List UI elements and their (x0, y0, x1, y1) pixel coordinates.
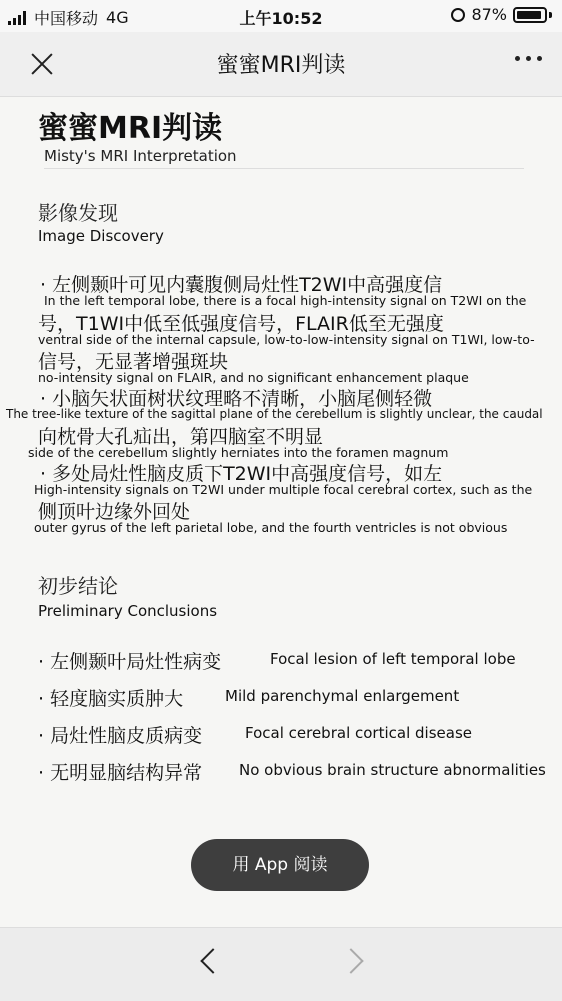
finding-line-en: ventral side of the internal capsule, low-to-low-intensity signal on T1WI, low-to- (38, 332, 535, 347)
findings-heading-zh: 影像发现 (38, 201, 118, 225)
more-icon[interactable] (515, 56, 542, 61)
finding-line-en: outer gyrus of the left parietal lobe, and the fourth ventricles is not obvious (34, 520, 508, 535)
conclusion-item-zh: · 无明显脑结构异常 (38, 762, 203, 784)
status-time: 上午10:52 (239, 9, 323, 28)
finding-line-zh: · 小脑矢状面树状纹理略不清晰，小脑尾侧轻微 (40, 388, 433, 410)
conclusion-item-en: Focal cerebral cortical disease (245, 724, 472, 742)
conclusion-item-en: Focal lesion of left temporal lobe (270, 650, 516, 668)
status-right (451, 5, 552, 24)
battery-cap (549, 12, 552, 18)
bottom-toolbar (0, 927, 562, 1001)
finding-line-en: In the left temporal lobe, there is a focal high-intensity signal on T2WI on the (44, 293, 527, 308)
conclusion-item-zh: · 轻度脑实质肿大 (38, 688, 184, 710)
battery-percent: 87% (471, 5, 507, 24)
nav-bar (0, 32, 562, 97)
conclusion-item-en: Mild parenchymal enlargement (225, 687, 460, 705)
finding-line-zh: 信号，无显著增强斑块 (38, 351, 229, 373)
conclusion-item-zh: · 左侧颞叶局灶性病变 (38, 651, 222, 673)
chevron-right-icon[interactable] (338, 948, 363, 973)
finding-line-en: no-intensity signal on FLAIR, and no significant enhancement plaque (38, 370, 469, 385)
conclusion-item-en: No obvious brain structure abnormalities (239, 761, 546, 779)
conclusions-heading-en: Preliminary Conclusions (38, 602, 218, 620)
doc-subtitle: Misty's MRI Interpretation (44, 147, 524, 169)
conclusion-item-zh: · 局灶性脑皮质病变 (38, 725, 203, 747)
finding-line-en: side of the cerebellum slightly herniates into the foramen magnum (28, 445, 449, 460)
network-type: 4G (106, 8, 129, 27)
article-content (0, 97, 562, 927)
battery-icon (513, 7, 547, 23)
chevron-left-icon[interactable] (200, 948, 225, 973)
finding-line-zh: 号，T1WI中低至低强度信号，FLAIR低至无强度 (38, 313, 444, 335)
findings-heading-en: Image Discovery (38, 227, 164, 245)
conclusions-heading-zh: 初步结论 (38, 574, 118, 598)
finding-line-en: The tree-like texture of the sagittal plane of the cerebellum is slightly unclear, the caudal (6, 407, 543, 421)
finding-line-zh: 向枕骨大孔疝出，第四脑室不明显 (38, 426, 324, 448)
carrier-name: 中国移动 (34, 9, 99, 28)
finding-line-zh: · 左侧颞叶可见内囊腹侧局灶性T2WI中高强度信 (40, 274, 443, 296)
status-bar (0, 0, 562, 32)
open-in-app-button[interactable]: 用 App 阅读 (191, 839, 369, 891)
finding-line-en: High-intensity signals on T2WI under multiple focal cerebral cortex, such as the (34, 482, 533, 497)
finding-line-zh: · 多处局灶性脑皮质下T2WI中高强度信号，如左 (40, 463, 443, 485)
finding-line-zh: 侧顶叶边缘外回处 (38, 501, 191, 523)
doc-title: 蜜蜜MRI判读 (38, 111, 223, 146)
nav-title: 蜜蜜MRI判读 (216, 53, 346, 78)
alarm-icon (451, 8, 465, 22)
